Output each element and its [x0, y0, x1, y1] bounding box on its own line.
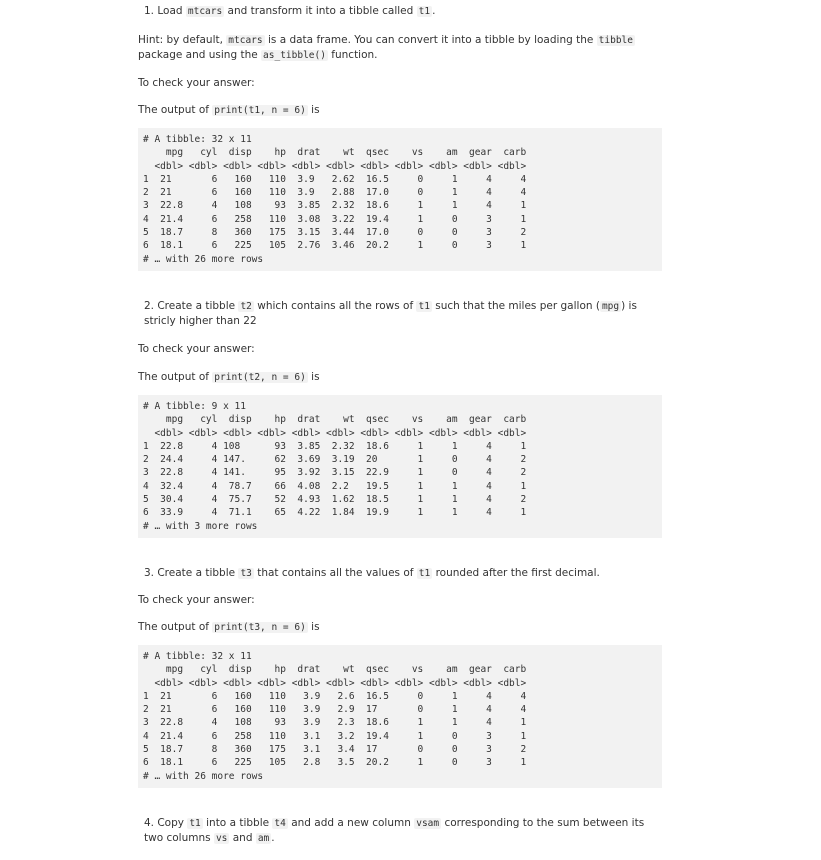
hint-paragraph: Hint: by default, mtcars is a data frame. You can convert it into a tibble by loading the tibble package and using the as_tibble() function. — [138, 34, 633, 61]
inline-code: mtcars — [187, 6, 223, 17]
inline-code: t1 — [418, 301, 430, 312]
inline-code: t2 — [240, 301, 252, 312]
check-label: To check your answer: — [138, 594, 255, 606]
inline-code: mtcars — [228, 35, 263, 46]
inline-code: tibble — [598, 35, 633, 46]
inline-code: print(t2, n = 6) — [214, 372, 306, 383]
inline-code: t1 — [189, 818, 201, 829]
inline-code: t3 — [240, 568, 252, 579]
inline-code: as_tibble() — [263, 50, 326, 61]
inline-code: vsam — [416, 818, 440, 829]
output-label-1: The output of print(t1, n = 6) is — [138, 104, 320, 116]
check-label: To check your answer: — [138, 77, 255, 89]
code-output-block-3: # A tibble: 32 x 11 mpg cyl disp hp drat wt qsec vs am gear carb <dbl> <dbl> <dbl> <dbl> <dbl> <dbl> <dbl> <dbl> <dbl> <dbl> <dbl> 1 21 6 160 110 3.9 2.6 16.5 0 1 4 4 2 21 6 160 110 3.9 2.9 17 0 1 4 4 3 22.8 4 108 93 3.9 2.3 18.6 1 1 4 1 4 21.4 6 258 110 3.1 3.2 19.4 1 0 3 1 5 18.7 8 360 175 3.1 3.4 17 0 0 3 2 6 18.1 6 225 105 2.8 3.5 20.2 1 0 3 1 # … with 26 more rows — [138, 645, 662, 788]
inline-code: am — [257, 833, 270, 844]
question-1: 1. Load mtcars and transform it into a tibble called t1 . — [144, 5, 436, 17]
inline-code: vs — [215, 833, 228, 844]
output-label-3: The output of print(t3, n = 6) is — [138, 621, 320, 633]
output-label-2: The output of print(t2, n = 6) is — [138, 371, 320, 383]
code-output-block-2: # A tibble: 9 x 11 mpg cyl disp hp drat wt qsec vs am gear carb <dbl> <dbl> <dbl> <dbl> <dbl> <dbl> <dbl> <dbl> <dbl> <dbl> <dbl> 1 22.8 4 108 93 3.85 2.32 18.6 1 1 4 1 2 24.4 4 147. 62 3.69 3.19 20 1 0 4 2 3 22.8 4 141. 95 3.92 3.15 22.9 1 0 4 2 4 32.4 4 78.7 66 4.08 2.2 19.5 1 1 4 1 5 30.4 4 75.7 52 4.93 1.62 18.5 1 1 4 2 6 33.9 4 71.1 65 4.22 1.84 19.9 1 1 4 1 # … with 3 more rows — [138, 395, 662, 538]
inline-code: print(t1, n = 6) — [214, 105, 306, 116]
inline-code: t1 — [418, 6, 431, 17]
question-3: 3. Create a tibble t3 that contains all the values of t1 rounded after the first decimal. — [144, 567, 600, 579]
inline-code: t1 — [418, 568, 431, 579]
inline-code: print(t3, n = 6) — [214, 622, 306, 633]
question-4: 4. Copy t1 into a tibble t4 and add a new column vsam corresponding to the sum between its two columns vs and am . — [144, 817, 645, 844]
question-2: 2. Create a tibble t2 which contains all the rows of t1 such that the miles per gallon ( mpg ) is stricly higher than 22 — [144, 300, 637, 327]
check-label: To check your answer: — [138, 343, 255, 355]
inline-code: t4 — [274, 818, 286, 829]
code-output-block-1: # A tibble: 32 x 11 mpg cyl disp hp drat wt qsec vs am gear carb <dbl> <dbl> <dbl> <dbl> <dbl> <dbl> <dbl> <dbl> <dbl> <dbl> <dbl> 1 21 6 160 110 3.9 2.62 16.5 0 1 4 4 2 21 6 160 110 3.9 2.88 17.0 0 1 4 4 3 22.8 4 108 93 3.85 2.32 18.6 1 1 4 1 4 21.4 6 258 110 3.08 3.22 19.4 1 0 3 1 5 18.7 8 360 175 3.15 3.44 17.0 0 0 3 2 6 18.1 6 225 105 2.76 3.46 20.2 1 0 3 1 # … with 26 more rows — [138, 128, 662, 271]
inline-code: mpg — [601, 301, 620, 312]
